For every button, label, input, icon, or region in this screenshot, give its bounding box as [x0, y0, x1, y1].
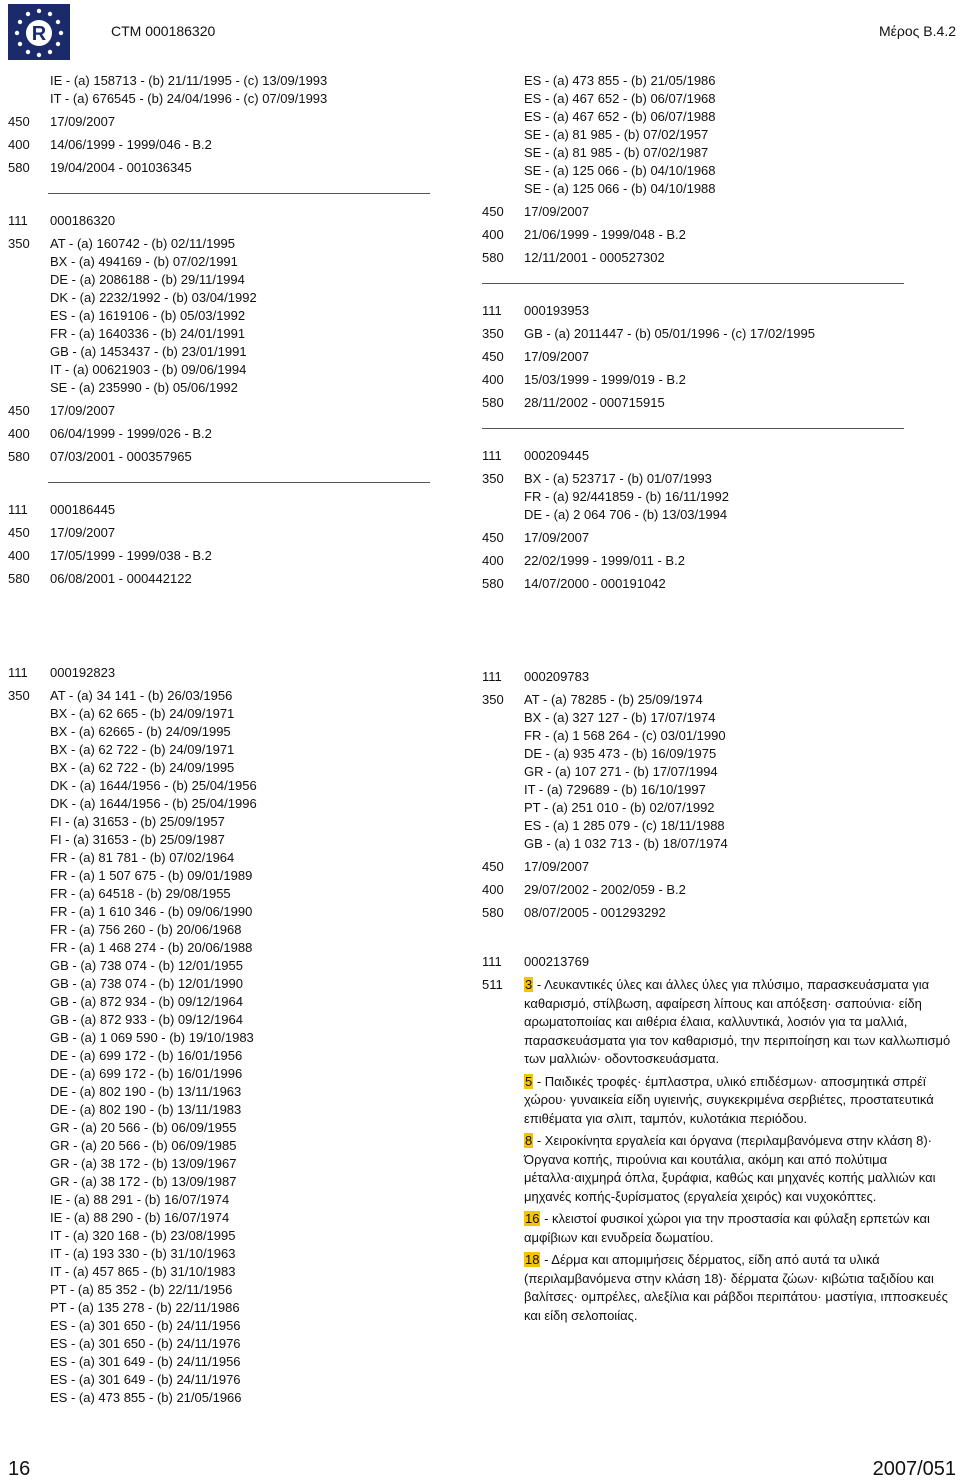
field-line: BX - (a) 327 127 - (b) 17/07/1974 — [524, 710, 716, 725]
field-code: 400 — [8, 548, 30, 563]
field-line: 17/09/2007 — [524, 349, 590, 364]
field-line: DK - (a) 1644/1956 - (b) 25/04/1996 — [50, 796, 257, 811]
field-code: 400 — [482, 553, 504, 568]
field-line: 17/09/2007 — [524, 530, 590, 545]
field-line: 000192823 — [50, 665, 116, 680]
field-line: 12/11/2001 - 000527302 — [524, 250, 665, 265]
page-number: 16 — [8, 1458, 31, 1480]
record-row — [8, 664, 463, 682]
field-line: ES - (a) 301 650 - (b) 24/11/1976 — [50, 1336, 241, 1351]
record-row — [482, 668, 952, 686]
document-id: CTM 000186320 — [111, 23, 216, 39]
field-values — [524, 668, 952, 686]
record-row — [8, 136, 463, 154]
field-line: SE - (a) 235990 - (b) 05/06/1992 — [50, 380, 238, 395]
class-number-badge: 5 — [525, 1073, 533, 1089]
class-number-badge: 18 — [525, 1252, 540, 1267]
field-values — [524, 470, 952, 524]
field-line: FR - (a) 1 610 346 - (b) 09/06/1990 — [50, 904, 253, 919]
field-values — [50, 547, 463, 565]
field-code: 450 — [482, 204, 504, 219]
field-line: GB - (a) 738 074 - (b) 12/01/1955 — [50, 958, 243, 973]
field-line: 22/02/1999 - 1999/011 - B.2 — [524, 553, 685, 568]
field-code: 400 — [482, 227, 504, 242]
record-row — [8, 547, 463, 565]
page-header — [0, 0, 960, 62]
record-row — [482, 72, 952, 198]
field-line: GB - (a) 1453437 - (b) 23/01/1991 — [50, 344, 247, 359]
svg-text:R: R — [31, 23, 47, 45]
right-column-bottom — [482, 668, 952, 1334]
field-line: GB - (a) 872 933 - (b) 09/12/1964 — [50, 1012, 243, 1027]
field-line: IE - (a) 158713 - (b) 21/11/1995 - (c) 13/09/1993 — [50, 73, 328, 88]
field-line: ES - (a) 467 652 - (b) 06/07/1968 — [524, 91, 716, 106]
record-row — [482, 447, 952, 465]
field-line: SE - (a) 125 066 - (b) 04/10/1968 — [524, 163, 716, 178]
field-line: BX - (a) 62 722 - (b) 24/09/1971 — [50, 742, 235, 757]
field-line: ES - (a) 467 652 - (b) 06/07/1988 — [524, 109, 716, 124]
field-code: 111 — [8, 665, 28, 680]
field-code: 400 — [8, 426, 30, 441]
field-values — [50, 570, 463, 588]
field-line: 17/09/2007 — [50, 114, 116, 129]
record-row — [482, 858, 952, 876]
field-line: GB - (a) 738 074 - (b) 12/01/1990 — [50, 976, 243, 991]
field-code: 450 — [482, 349, 504, 364]
field-line: 06/08/2001 - 000442122 — [50, 571, 192, 586]
field-line: 29/07/2002 - 2002/059 - B.2 — [524, 882, 686, 897]
record-number-row — [482, 953, 952, 971]
field-line: SE - (a) 81 985 - (b) 07/02/1957 — [524, 127, 709, 142]
goods-class-item — [524, 1210, 952, 1247]
field-values — [50, 448, 463, 466]
field-line: DE - (a) 699 172 - (b) 16/01/1956 — [50, 1048, 243, 1063]
class-number-badge: 8 — [525, 1133, 533, 1148]
record-row — [8, 402, 463, 420]
field-line: 000209783 — [524, 669, 590, 684]
record-row — [482, 302, 952, 320]
record-row — [482, 348, 952, 366]
field-values — [50, 212, 463, 230]
field-line: 17/05/1999 - 1999/038 - B.2 — [50, 548, 212, 563]
field-line: PT - (a) 85 352 - (b) 22/11/1956 — [50, 1282, 233, 1297]
record-row — [482, 371, 952, 389]
field-values — [524, 447, 952, 465]
record-row — [8, 235, 463, 397]
field-line: GB - (a) 2011447 - (b) 05/01/1996 - (c) 17/02/1995 — [524, 326, 815, 341]
record-row — [8, 212, 463, 230]
record-row — [8, 524, 463, 542]
record-row — [8, 501, 463, 519]
field-values — [524, 691, 952, 853]
field-values — [50, 501, 463, 519]
field-line: IE - (a) 88 291 - (b) 16/07/1974 — [50, 1192, 230, 1207]
record-row — [8, 159, 463, 177]
field-line: SE - (a) 125 066 - (b) 04/10/1988 — [524, 181, 716, 196]
ohim-logo-icon — [8, 4, 70, 60]
field-line: GB - (a) 872 934 - (b) 09/12/1964 — [50, 994, 243, 1009]
record-row — [8, 425, 463, 443]
field-line: IT - (a) 676545 - (b) 24/04/1996 - (c) 07/09/1993 — [50, 91, 328, 106]
field-code: 450 — [482, 859, 504, 874]
record-row — [8, 448, 463, 466]
record-row — [482, 529, 952, 547]
field-values — [524, 249, 952, 267]
record-row — [482, 552, 952, 570]
field-code: 580 — [482, 576, 504, 591]
field-line: GB - (a) 1 032 713 - (b) 18/07/1974 — [524, 836, 728, 851]
field-line: DK - (a) 2232/1992 - (b) 03/04/1992 — [50, 290, 257, 305]
field-line: ES - (a) 301 649 - (b) 24/11/1956 — [50, 1354, 241, 1369]
class-description: - κλειστοί φυσικοί χώροι για την προστασία και φύλαξη ερπετών και αμφίβιων και ενυδρεία δωματίου. — [524, 1211, 930, 1245]
record-row — [482, 691, 952, 853]
field-line: BX - (a) 523717 - (b) 01/07/1993 — [524, 471, 712, 486]
record-row — [482, 325, 952, 343]
field-line: IT - (a) 457 865 - (b) 31/10/1983 — [50, 1264, 236, 1279]
field-line: 17/09/2007 — [524, 204, 590, 219]
field-line: PT - (a) 135 278 - (b) 22/11/1986 — [50, 1300, 240, 1315]
field-code: 450 — [8, 114, 30, 129]
field-code: 111 — [482, 669, 502, 684]
field-values — [524, 226, 952, 244]
field-values — [50, 136, 463, 154]
class-description: - Δέρμα και απομιμήσεις δέρματος, είδη από αυτά τα υλικά (περιλαμβανόμενα στην κλάση 18)· δέρματα ζώων· κιβώτια ταξιδίου και βαλίτσες· ομπρέλες, αλεξίλια και ράβδοι περιπάτου· μαστίγια, ιπποσκευές και είδη σελοποιίας. — [524, 1252, 948, 1323]
field-values — [50, 524, 463, 542]
field-line: 14/07/2000 - 000191042 — [524, 576, 666, 591]
field-code: 400 — [482, 882, 504, 897]
field-line: 000193953 — [524, 303, 590, 318]
field-line: DE - (a) 2 064 706 - (b) 13/03/1994 — [524, 507, 728, 522]
class-description: - Λευκαντικές ύλες και άλλες ύλες για πλύσιμο, παρασκευάσματα για καθαρισμό, στίλβωση, αφαίρεση λίπους και απόξεση· σαπούνια· είδη αρωματοποιίας και αιθέρια έλαια, καλλυντικά, λοσιόν για τα μαλλιά, παρασκευάσματα για τον καθαρισμό, την περιποίηση και των καλλωπισμό των μαλλιών· οδοντοσκευάσματα. — [524, 977, 951, 1066]
field-code: 111 — [482, 448, 502, 463]
record-row — [482, 226, 952, 244]
field-line: DK - (a) 1644/1956 - (b) 25/04/1956 — [50, 778, 257, 793]
field-line: BX - (a) 62 665 - (b) 24/09/1971 — [50, 706, 235, 721]
field-code: 350 — [8, 688, 30, 703]
field-line: FR - (a) 92/441859 - (b) 16/11/1992 — [524, 489, 729, 504]
field-code: 580 — [8, 160, 30, 175]
field-code: 350 — [482, 692, 504, 707]
left-column-top — [8, 72, 463, 593]
record-row — [8, 570, 463, 588]
record-number: 000213769 — [524, 954, 590, 969]
field-line: GR - (a) 20 566 - (b) 06/09/1955 — [50, 1120, 237, 1135]
field-line: IT - (a) 729689 - (b) 16/10/1997 — [524, 782, 706, 797]
field-line: ES - (a) 1619106 - (b) 05/03/1992 — [50, 308, 246, 323]
field-code: 450 — [8, 403, 30, 418]
field-line: FR - (a) 81 781 - (b) 07/02/1964 — [50, 850, 235, 865]
field-code: 111 — [482, 954, 502, 969]
field-line: DE - (a) 699 172 - (b) 16/01/1996 — [50, 1066, 243, 1081]
field-line: GR - (a) 20 566 - (b) 06/09/1985 — [50, 1138, 237, 1153]
field-values — [50, 402, 463, 420]
right-column-top — [482, 72, 952, 598]
field-line: 000209445 — [524, 448, 590, 463]
field-line: IT - (a) 193 330 - (b) 31/10/1963 — [50, 1246, 236, 1261]
field-line: FR - (a) 1 468 274 - (b) 20/06/1988 — [50, 940, 253, 955]
field-line: 17/09/2007 — [524, 859, 590, 874]
field-line: DE - (a) 935 473 - (b) 16/09/1975 — [524, 746, 717, 761]
field-code: 580 — [482, 395, 504, 410]
field-values — [524, 881, 952, 899]
field-line: 17/09/2007 — [50, 403, 116, 418]
record-row — [482, 249, 952, 267]
field-line: DE - (a) 802 190 - (b) 13/11/1983 — [50, 1102, 242, 1117]
field-values — [524, 552, 952, 570]
field-line: 28/11/2002 - 000715915 — [524, 395, 665, 410]
field-line: 15/03/1999 - 1999/019 - B.2 — [524, 372, 686, 387]
goods-class-item — [524, 1251, 952, 1325]
record-row — [482, 394, 952, 412]
field-line: BX - (a) 494169 - (b) 07/02/1991 — [50, 254, 238, 269]
record-row — [8, 113, 463, 131]
field-values — [524, 348, 952, 366]
field-values — [524, 302, 952, 320]
field-code: 400 — [482, 372, 504, 387]
field-values — [50, 235, 463, 397]
field-line: AT - (a) 78285 - (b) 25/09/1974 — [524, 692, 703, 707]
field-line: GR - (a) 107 271 - (b) 17/07/1994 — [524, 764, 718, 779]
field-line: SE - (a) 81 985 - (b) 07/02/1987 — [524, 145, 709, 160]
record-row — [482, 575, 952, 593]
field-values — [50, 72, 463, 108]
class-number-badge: 3 — [525, 977, 533, 992]
field-code: 580 — [482, 250, 504, 265]
document-part: Μέρος Β.4.2 — [879, 23, 956, 39]
record-row — [8, 687, 463, 1407]
left-column-bottom — [8, 664, 463, 1412]
record-row — [482, 203, 952, 221]
field-line: GR - (a) 38 172 - (b) 13/09/1987 — [50, 1174, 237, 1189]
separator — [48, 193, 430, 194]
field-line: IT - (a) 320 168 - (b) 23/08/1995 — [50, 1228, 236, 1243]
field-line: FI - (a) 31653 - (b) 25/09/1987 — [50, 832, 225, 847]
field-code: 450 — [8, 525, 30, 540]
field-values — [524, 575, 952, 593]
field-line: 000186445 — [50, 502, 116, 517]
field-code: 580 — [8, 571, 30, 586]
field-values — [524, 529, 952, 547]
field-line: FR - (a) 1 507 675 - (b) 09/01/1989 — [50, 868, 253, 883]
field-values — [50, 113, 463, 131]
field-line: AT - (a) 34 141 - (b) 26/03/1956 — [50, 688, 233, 703]
field-code: 450 — [482, 530, 504, 545]
separator — [482, 428, 904, 429]
field-code — [482, 72, 524, 198]
field-values — [50, 159, 463, 177]
field-line: GB - (a) 1 069 590 - (b) 19/10/1983 — [50, 1030, 254, 1045]
field-values — [524, 904, 952, 922]
field-line: 21/06/1999 - 1999/048 - B.2 — [524, 227, 686, 242]
field-line: IE - (a) 88 290 - (b) 16/07/1974 — [50, 1210, 230, 1225]
field-code: 580 — [482, 905, 504, 920]
field-line: GR - (a) 38 172 - (b) 13/09/1967 — [50, 1156, 237, 1171]
record-row — [482, 881, 952, 899]
record-row — [482, 470, 952, 524]
field-code: 350 — [482, 471, 504, 486]
field-line: 08/07/2005 - 001293292 — [524, 905, 666, 920]
class-description: - Παιδικές τροφές· έμπλαστρα, υλικό επιδέσμων· αποσμητικά σπρέϊ χώρου· γυναικεία είδη υγιεινής, συγκεκριμένα σερβιέτες, προστατευτικά επιθέματα για σλιπ, ταμπόν, κυλοτάκια περιόδου. — [524, 1073, 934, 1126]
goods-class-item — [524, 976, 952, 1069]
field-line: FR - (a) 1 568 264 - (c) 03/01/1990 — [524, 728, 726, 743]
field-line: AT - (a) 160742 - (b) 02/11/1995 — [50, 236, 235, 251]
field-line: ES - (a) 1 285 079 - (c) 18/11/1988 — [524, 818, 725, 833]
field-line: 06/04/1999 - 1999/026 - B.2 — [50, 426, 212, 441]
field-line: ES - (a) 473 855 - (b) 21/05/1986 — [524, 73, 716, 88]
field-line: IT - (a) 00621903 - (b) 09/06/1994 — [50, 362, 247, 377]
field-line: ES - (a) 473 855 - (b) 21/05/1966 — [50, 1390, 242, 1405]
separator — [48, 482, 430, 483]
field-values — [524, 858, 952, 876]
issue-number: 2007/051 — [872, 1458, 956, 1480]
field-line: ES - (a) 301 650 - (b) 24/11/1956 — [50, 1318, 241, 1333]
field-line: 14/06/1999 - 1999/046 - B.2 — [50, 137, 212, 152]
record-row — [482, 904, 952, 922]
field-line: FR - (a) 1640336 - (b) 24/01/1991 — [50, 326, 246, 341]
field-line: 17/09/2007 — [50, 525, 116, 540]
field-line: PT - (a) 251 010 - (b) 02/07/1992 — [524, 800, 715, 815]
field-code: 511 — [482, 977, 503, 992]
field-line: FR - (a) 64518 - (b) 29/08/1955 — [50, 886, 231, 901]
field-line: FI - (a) 31653 - (b) 25/09/1957 — [50, 814, 225, 829]
field-code: 400 — [8, 137, 30, 152]
goods-class-item — [524, 1073, 952, 1129]
field-line: DE - (a) 802 190 - (b) 13/11/1963 — [50, 1084, 242, 1099]
field-line: FR - (a) 756 260 - (b) 20/06/1968 — [50, 922, 242, 937]
field-values — [524, 72, 952, 198]
goods-class-item — [524, 1132, 952, 1206]
field-line: DE - (a) 2086188 - (b) 29/11/1994 — [50, 272, 245, 287]
field-values — [524, 203, 952, 221]
separator — [482, 283, 904, 284]
field-code: 111 — [482, 303, 502, 318]
field-line: 19/04/2004 - 001036345 — [50, 160, 192, 175]
field-line: 07/03/2001 - 000357965 — [50, 449, 192, 464]
field-values — [524, 371, 952, 389]
field-line: BX - (a) 62 722 - (b) 24/09/1995 — [50, 760, 235, 775]
field-values — [524, 325, 952, 343]
class-description: - Χειροκίνητα εργαλεία και όργανα (περιλαμβανόμενα στην κλάση 8)· Όργανα κοπής, πιρούνια και κουτάλια, ακόμη και από πολύτιμα μέταλλα·αιχμηρά όπλα, ξυράφια, καθώς και μηχανές κοπής μαλλιών και μηχανές κοπής-ξυρίσματος (εργαλεία χειρός) και νυχοκόπτες. — [524, 1133, 936, 1204]
goods-list — [524, 976, 952, 1329]
class-number-badge: 16 — [525, 1211, 540, 1226]
record-row — [8, 72, 463, 108]
field-line: BX - (a) 62665 - (b) 24/09/1995 — [50, 724, 231, 739]
goods-row — [482, 976, 952, 1329]
field-line: ES - (a) 301 649 - (b) 24/11/1976 — [50, 1372, 241, 1387]
field-code: 111 — [8, 502, 28, 517]
field-values — [50, 664, 463, 682]
field-line: 000186320 — [50, 213, 116, 228]
field-values — [50, 425, 463, 443]
field-code: 580 — [8, 449, 30, 464]
field-values — [524, 394, 952, 412]
field-values — [50, 687, 463, 1407]
field-code — [8, 72, 50, 108]
field-code: 350 — [482, 326, 504, 341]
field-code: 350 — [8, 236, 30, 251]
field-code: 111 — [8, 213, 28, 228]
